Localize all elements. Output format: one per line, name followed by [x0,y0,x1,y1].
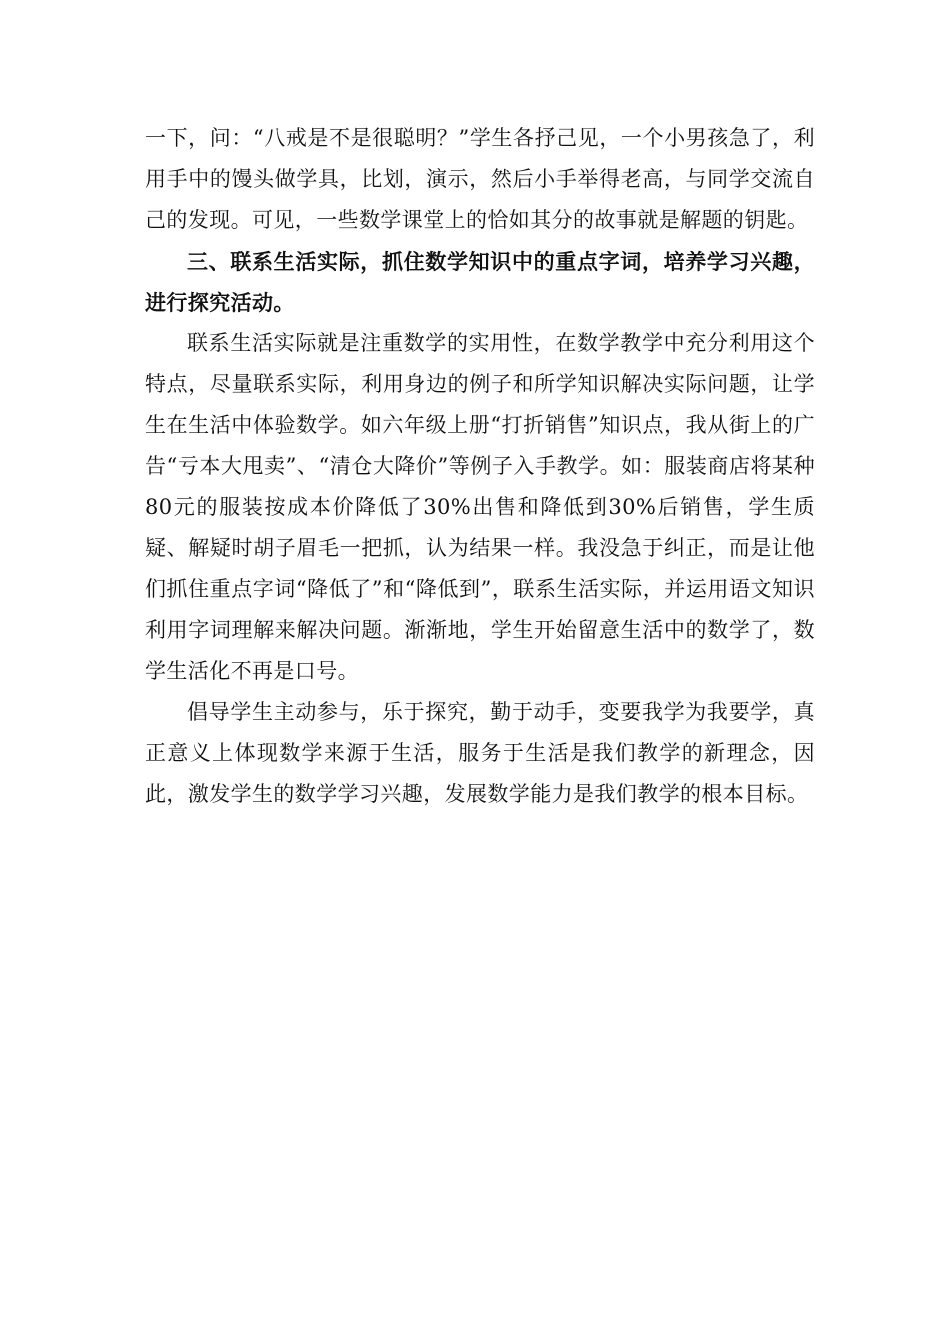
section-heading: 三、联系生活实际，抓住数学知识中的重点字词，培养学习兴趣，进行探究活动。 [145,249,815,315]
document-body [145,118,815,815]
paragraph-life-practice: 联系生活实际就是注重数学的实用性，在数学教学中充分利用这个特点，尽量联系实际，利用身边的例子和所学知识解决实际问题，让学生在生活中体验数学。如六年级上册“打折销售”知识点，我从街上的广告“亏本大甩卖”、“清仓大降价”等例子入手教学。如：服装商店将某种80元的服装按成本价降低了30%出售和降低到30%后销售，学生质疑、解疑时胡子眉毛一把抓，认为结果一样。我没急于纠正，而是让他们抓住重点字词“降低了”和“降低到”，联系生活实际，并运用语文知识利用字词理解来解决问题。渐渐地，学生开始留意生活中的数学了，数学生活化不再是口号。 [145,331,815,683]
paragraph-continuation: 一下，问：“八戒是不是很聪明？”学生各抒己见，一个小男孩急了，利用手中的馒头做学具，比划，演示，然后小手举得老高，与同学交流自己的发现。可见，一些数学课堂上的恰如其分的故事就是解题的钥匙。 [145,126,815,232]
paragraph-conclusion: 倡导学生主动参与，乐于探究，勤于动手，变要我学为我要学，真正意义上体现数学来源于生活，服务于生活是我们教学的新理念，因此，激发学生的数学学习兴趣，发展数学能力是我们教学的根本目标。 [145,700,815,806]
